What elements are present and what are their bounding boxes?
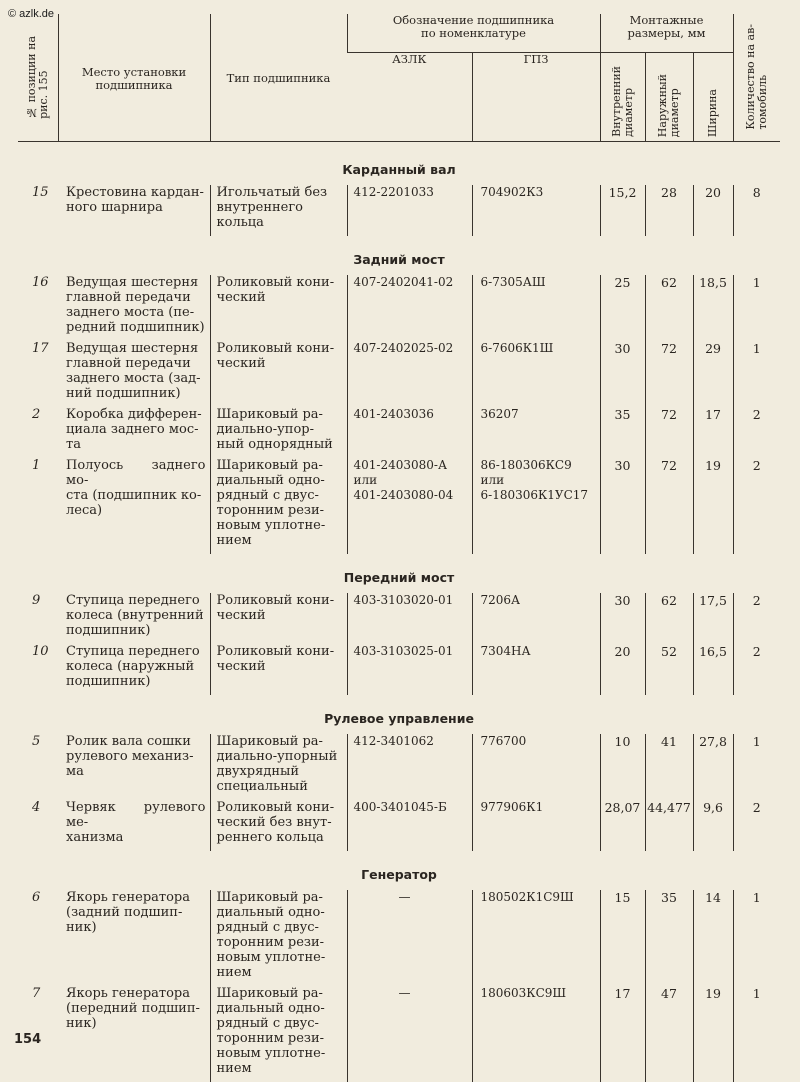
cell-inner-diameter-text: 25 <box>615 275 631 290</box>
cell-position <box>18 458 58 554</box>
cell-position-text: 6 <box>32 890 40 905</box>
cell-inner-diameter <box>600 644 645 695</box>
cell-outer-diameter <box>645 407 693 458</box>
header-type: Тип подшипника <box>210 14 347 142</box>
cell-quantity <box>733 800 780 851</box>
section-header <box>18 554 780 593</box>
table-row <box>18 458 780 554</box>
table-row <box>18 185 780 236</box>
cell-width <box>693 986 733 1082</box>
cell-azlk <box>347 734 472 800</box>
cell-azlk <box>347 407 472 458</box>
cell-width <box>693 800 733 851</box>
cell-inner-diameter-text: 30 <box>615 458 631 473</box>
table-row <box>18 734 780 800</box>
cell-outer-diameter-text: 47 <box>661 986 677 1001</box>
cell-inner-diameter-text: 15,2 <box>609 185 637 200</box>
cell-gpz-text: 7206А <box>481 593 521 607</box>
header-dims: Монтажные размеры, мм <box>600 14 733 53</box>
cell-inner-diameter <box>600 341 645 407</box>
header-inner: Внутренний диаметр <box>600 53 645 142</box>
cell-width <box>693 275 733 341</box>
cell-azlk <box>347 185 472 236</box>
cell-inner-diameter-text: 28,07 <box>605 800 641 815</box>
cell-place <box>58 800 210 851</box>
cell-gpz <box>472 407 600 458</box>
cell-gpz-text: 7304НА <box>481 644 531 658</box>
cell-azlk-text: 412-2201033 <box>354 185 434 199</box>
cell-place-text: Коробка дифферен- циала заднего мос- та <box>66 407 202 452</box>
cell-gpz-text: 36207 <box>481 407 519 421</box>
cell-width <box>693 734 733 800</box>
cell-outer-diameter <box>645 185 693 236</box>
cell-type-text: Игольчатый без внутреннего кольца <box>217 185 328 230</box>
cell-width <box>693 458 733 554</box>
cell-quantity <box>733 890 780 986</box>
header-designation: Обозначение подшипника по номенклатуре <box>347 14 600 53</box>
cell-position <box>18 644 58 695</box>
cell-inner-diameter-text: 17 <box>615 986 631 1001</box>
cell-azlk-text: — <box>354 890 472 905</box>
cell-quantity-text: 8 <box>753 185 761 200</box>
cell-quantity-text: 1 <box>753 734 761 749</box>
cell-outer-diameter <box>645 593 693 644</box>
section-header <box>18 695 780 734</box>
header-qty: Количество на ав- томобиль <box>733 14 780 142</box>
cell-type <box>210 890 347 986</box>
cell-position-text: 4 <box>32 800 40 815</box>
cell-width-text: 17 <box>705 407 721 422</box>
cell-width-text: 19 <box>705 458 721 473</box>
cell-position-text: 7 <box>32 986 40 1001</box>
cell-gpz <box>472 644 600 695</box>
cell-gpz-text: 977906К1 <box>481 800 544 814</box>
cell-quantity <box>733 275 780 341</box>
cell-quantity-text: 2 <box>753 593 761 608</box>
cell-type-text: Шариковый ра- диальный одно- рядный с двус- торонним рези- новым уплотне- нием <box>217 890 326 980</box>
cell-type <box>210 644 347 695</box>
cell-quantity-text: 2 <box>753 800 761 815</box>
cell-gpz-text: 180502К1С9Ш <box>481 890 574 904</box>
cell-quantity-text: 1 <box>753 890 761 905</box>
cell-outer-diameter-text: 41 <box>661 734 677 749</box>
table-row <box>18 593 780 644</box>
section-title: Передний мост <box>18 554 780 593</box>
section-title: Карданный вал <box>18 142 780 186</box>
table-body <box>18 142 780 1082</box>
cell-gpz <box>472 986 600 1082</box>
cell-outer-diameter <box>645 275 693 341</box>
cell-width-text: 20 <box>705 185 721 200</box>
cell-type <box>210 341 347 407</box>
cell-position <box>18 341 58 407</box>
cell-type-text: Роликовый кони- ческий <box>217 275 335 305</box>
cell-quantity <box>733 341 780 407</box>
section-title: Задний мост <box>18 236 780 275</box>
cell-place-text: Ступица переднего колеса (наружный подшипник) <box>66 644 200 689</box>
cell-place-text: Якорь генератора (передний подшип- ник) <box>66 986 200 1031</box>
watermark: © azlk.de <box>8 8 54 20</box>
cell-quantity-text: 2 <box>753 644 761 659</box>
cell-outer-diameter <box>645 734 693 800</box>
header-place: Место установки подшипника <box>58 14 210 142</box>
cell-azlk <box>347 890 472 986</box>
header-pos: № позиции на рис. 155 <box>18 14 58 142</box>
cell-quantity <box>733 593 780 644</box>
cell-place-text: Ведущая шестерня главной передачи заднего моста (зад- ний подшипник) <box>66 341 201 401</box>
bearing-table <box>18 14 780 1082</box>
cell-gpz-text: 180603КС9Ш <box>481 986 567 1000</box>
table-header <box>18 14 780 142</box>
table-row <box>18 986 780 1082</box>
cell-gpz <box>472 890 600 986</box>
cell-position-text: 16 <box>32 275 49 290</box>
cell-type <box>210 734 347 800</box>
cell-position <box>18 890 58 986</box>
cell-type <box>210 185 347 236</box>
cell-inner-diameter <box>600 734 645 800</box>
cell-position <box>18 185 58 236</box>
table-row <box>18 341 780 407</box>
cell-inner-diameter-text: 20 <box>615 644 631 659</box>
table-row <box>18 890 780 986</box>
cell-azlk <box>347 986 472 1082</box>
cell-inner-diameter-text: 10 <box>615 734 631 749</box>
header-gpz: ГПЗ <box>472 53 600 142</box>
table-row <box>18 407 780 458</box>
cell-azlk <box>347 800 472 851</box>
cell-type-text: Шариковый ра- диальный одно- рядный с двус- торонним рези- новым уплотне- нием <box>217 458 326 548</box>
cell-type <box>210 275 347 341</box>
cell-gpz-text: 6-7606К1Ш <box>481 341 554 355</box>
cell-outer-diameter <box>645 644 693 695</box>
cell-type-text: Роликовый кони- ческий <box>217 593 335 623</box>
cell-width <box>693 593 733 644</box>
cell-gpz <box>472 734 600 800</box>
cell-gpz <box>472 593 600 644</box>
header-width: Ширина <box>693 53 733 142</box>
cell-type-text: Шариковый ра- диально-упор- ный однорядный <box>217 407 333 452</box>
cell-place <box>58 593 210 644</box>
cell-width <box>693 341 733 407</box>
cell-place-text: Ведущая шестерня главной передачи заднего моста (пе- редний подшипник) <box>66 275 205 335</box>
cell-place-text: Ролик вала сошки рулевого механиз- ма <box>66 734 194 779</box>
cell-type <box>210 986 347 1082</box>
cell-place <box>58 341 210 407</box>
cell-width-text: 9,6 <box>703 800 723 815</box>
table-row <box>18 275 780 341</box>
cell-place-text: Крестовина кардан- ного шарнира <box>66 185 204 215</box>
cell-gpz <box>472 458 600 554</box>
cell-azlk-text: 407-2402025-02 <box>354 341 454 355</box>
cell-quantity-text: 1 <box>753 986 761 1001</box>
cell-gpz-text: 6-7305АШ <box>481 275 546 289</box>
cell-inner-diameter <box>600 800 645 851</box>
cell-outer-diameter <box>645 800 693 851</box>
cell-outer-diameter-text: 62 <box>661 593 677 608</box>
cell-type-text: Шариковый ра- диально-упорный двухрядный специальный <box>217 734 338 794</box>
cell-azlk <box>347 458 472 554</box>
cell-width-text: 18,5 <box>699 275 727 290</box>
cell-inner-diameter-text: 15 <box>615 890 631 905</box>
cell-place-text: Ступица переднего колеса (внутренний подшипник) <box>66 593 204 638</box>
cell-place <box>58 458 210 554</box>
cell-outer-diameter <box>645 986 693 1082</box>
cell-quantity <box>733 407 780 458</box>
cell-inner-diameter-text: 30 <box>615 341 631 356</box>
cell-place <box>58 407 210 458</box>
cell-position <box>18 407 58 458</box>
cell-position-text: 1 <box>32 458 40 473</box>
cell-inner-diameter <box>600 890 645 986</box>
cell-inner-diameter <box>600 986 645 1082</box>
section-title: Генератор <box>18 851 780 890</box>
cell-azlk-text: 400-3401045-Б <box>354 800 447 814</box>
cell-gpz <box>472 275 600 341</box>
cell-position <box>18 275 58 341</box>
cell-outer-diameter-text: 28 <box>661 185 677 200</box>
page-number: 154 <box>14 1032 41 1047</box>
cell-outer-diameter-text: 35 <box>661 890 677 905</box>
cell-quantity-text: 1 <box>753 275 761 290</box>
cell-inner-diameter-text: 30 <box>615 593 631 608</box>
cell-width-text: 27,8 <box>699 734 727 749</box>
cell-position-text: 17 <box>32 341 49 356</box>
cell-inner-diameter <box>600 407 645 458</box>
cell-inner-diameter <box>600 275 645 341</box>
cell-place <box>58 734 210 800</box>
cell-width <box>693 407 733 458</box>
cell-width <box>693 644 733 695</box>
cell-outer-diameter <box>645 890 693 986</box>
cell-inner-diameter <box>600 458 645 554</box>
cell-type <box>210 800 347 851</box>
section-title: Рулевое управление <box>18 695 780 734</box>
table-row <box>18 644 780 695</box>
cell-position <box>18 593 58 644</box>
cell-place-text: Полуось заднего мо- ста (подшипник ко- леса) <box>66 458 206 518</box>
cell-quantity <box>733 734 780 800</box>
header-azlk: АЗЛК <box>347 53 472 142</box>
cell-type-text: Роликовый кони- ческий <box>217 341 335 371</box>
section-header <box>18 142 780 186</box>
cell-quantity <box>733 986 780 1082</box>
cell-outer-diameter-text: 72 <box>661 341 677 356</box>
cell-azlk <box>347 341 472 407</box>
cell-place <box>58 185 210 236</box>
cell-place <box>58 986 210 1082</box>
cell-position-text: 5 <box>32 734 40 749</box>
header-outer: Наружный диаметр <box>645 53 693 142</box>
cell-gpz-text: 704902К3 <box>481 185 544 199</box>
cell-outer-diameter-text: 72 <box>661 458 677 473</box>
cell-place <box>58 890 210 986</box>
cell-azlk <box>347 275 472 341</box>
cell-place-text: Якорь генератора (задний подшип- ник) <box>66 890 190 935</box>
cell-quantity-text: 2 <box>753 407 761 422</box>
cell-gpz-text: 86-180306КС9 или 6-180306К1УС17 <box>481 458 589 502</box>
cell-quantity <box>733 458 780 554</box>
cell-inner-diameter <box>600 593 645 644</box>
cell-azlk-text: 412-3401062 <box>354 734 434 748</box>
cell-azlk-text: — <box>354 986 472 1001</box>
section-header <box>18 236 780 275</box>
cell-width-text: 17,5 <box>699 593 727 608</box>
cell-azlk-text: 407-2402041-02 <box>354 275 454 289</box>
cell-width <box>693 185 733 236</box>
cell-outer-diameter-text: 62 <box>661 275 677 290</box>
cell-type <box>210 593 347 644</box>
cell-type-text: Роликовый кони- ческий без внут- реннего кольца <box>217 800 335 845</box>
cell-gpz <box>472 185 600 236</box>
cell-place <box>58 275 210 341</box>
cell-place <box>58 644 210 695</box>
cell-quantity-text: 2 <box>753 458 761 473</box>
cell-width-text: 29 <box>705 341 721 356</box>
cell-width-text: 16,5 <box>699 644 727 659</box>
cell-gpz-text: 776700 <box>481 734 527 748</box>
cell-position-text: 15 <box>32 185 49 200</box>
cell-type <box>210 458 347 554</box>
cell-position-text: 2 <box>32 407 40 422</box>
cell-gpz <box>472 341 600 407</box>
cell-width-text: 14 <box>705 890 721 905</box>
cell-width <box>693 890 733 986</box>
cell-type-text: Шариковый ра- диальный одно- рядный с двус- торонним рези- новым уплотне- нием <box>217 986 326 1076</box>
cell-outer-diameter <box>645 341 693 407</box>
cell-quantity <box>733 644 780 695</box>
cell-azlk-text: 403-3103020-01 <box>354 593 454 607</box>
cell-type <box>210 407 347 458</box>
cell-position <box>18 734 58 800</box>
cell-azlk-text: 403-3103025-01 <box>354 644 454 658</box>
cell-type-text: Роликовый кони- ческий <box>217 644 335 674</box>
cell-outer-diameter <box>645 458 693 554</box>
cell-azlk-text: 401-2403036 <box>354 407 434 421</box>
cell-outer-diameter-text: 44,477 <box>647 800 691 815</box>
cell-outer-diameter-text: 72 <box>661 407 677 422</box>
cell-position-text: 9 <box>32 593 40 608</box>
section-header <box>18 851 780 890</box>
cell-position-text: 10 <box>32 644 49 659</box>
cell-azlk <box>347 593 472 644</box>
cell-width-text: 19 <box>705 986 721 1001</box>
table-row <box>18 800 780 851</box>
cell-outer-diameter-text: 52 <box>661 644 677 659</box>
cell-azlk-text: 401-2403080-А или 401-2403080-04 <box>354 458 454 502</box>
cell-quantity <box>733 185 780 236</box>
cell-place-text: Червяк рулевого ме- ханизма <box>66 800 206 845</box>
cell-position <box>18 800 58 851</box>
cell-quantity-text: 1 <box>753 341 761 356</box>
cell-inner-diameter-text: 35 <box>615 407 631 422</box>
cell-inner-diameter <box>600 185 645 236</box>
cell-azlk <box>347 644 472 695</box>
cell-gpz <box>472 800 600 851</box>
